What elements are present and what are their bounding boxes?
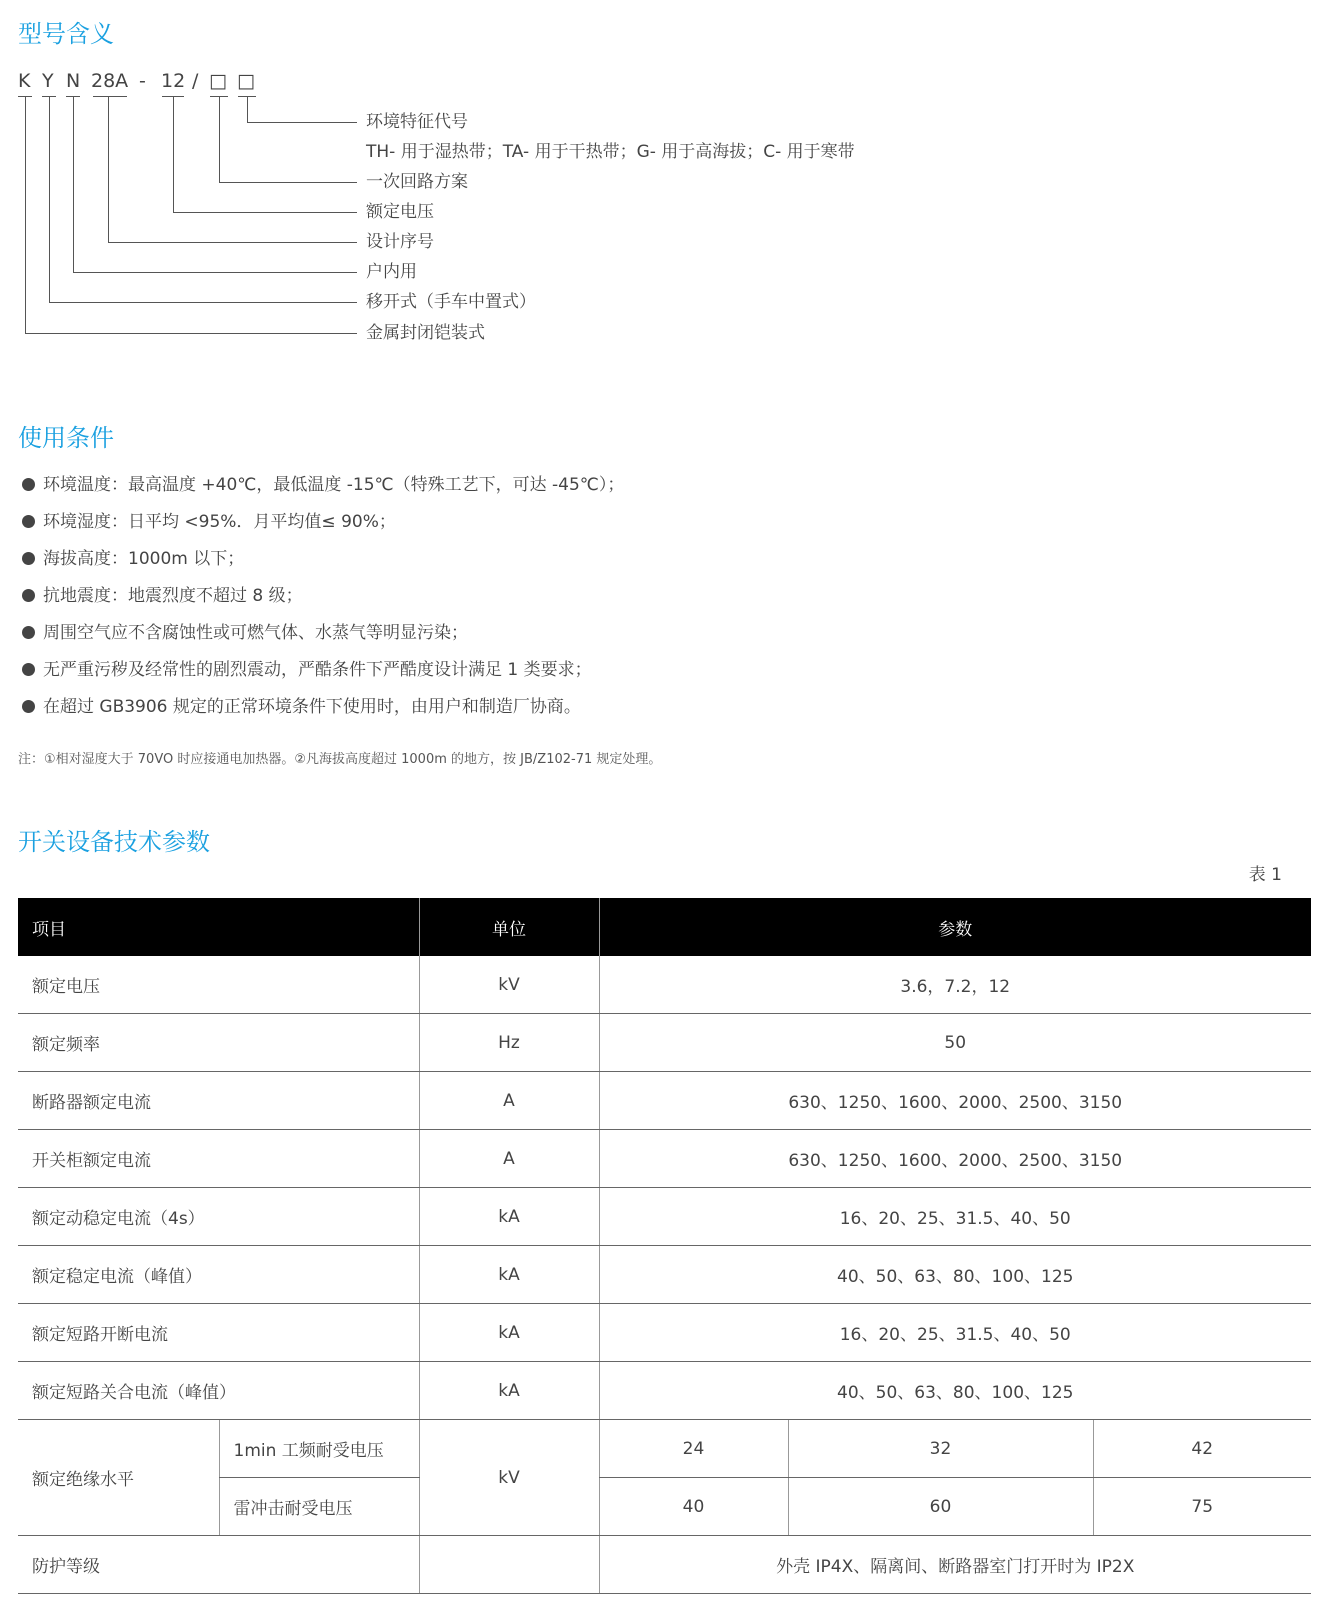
meaning-rated-voltage: 额定电压 — [366, 202, 434, 222]
table-row — [18, 1130, 1311, 1188]
row-unit: kA — [419, 1304, 599, 1362]
list-item: 环境温度：最高温度 +40℃，最低温度 -15℃（特殊工艺下，可达 -45℃）； — [22, 470, 624, 507]
row-label: 开关柜额定电流 — [18, 1130, 419, 1188]
insulation-sub-power-frequency: 1min 工频耐受电压 — [219, 1420, 419, 1478]
table-header-row — [18, 898, 1311, 956]
table-row — [18, 1188, 1311, 1246]
insulation-sub-lightning: 雷冲击耐受电压 — [219, 1478, 419, 1536]
row-label: 额定稳定电流（峰值） — [18, 1246, 419, 1304]
protection-value: 外壳 IP4X、隔离间、断路器室门打开时为 IP2X — [599, 1536, 1311, 1594]
row-unit: kA — [419, 1188, 599, 1246]
meaning-metal-clad: 金属封闭铠装式 — [366, 323, 485, 343]
row-value: 40、50、63、80、100、125 — [599, 1246, 1311, 1304]
insulation-value: 32 — [788, 1420, 1093, 1478]
code-n: N — [66, 70, 81, 92]
row-label: 额定频率 — [18, 1014, 419, 1072]
table-row — [18, 1304, 1311, 1362]
list-item: 环境湿度：日平均 <95%．月平均值≤ 90%； — [22, 507, 624, 544]
bullet-icon — [22, 589, 35, 602]
insulation-value: 40 — [599, 1478, 788, 1536]
insulation-value: 75 — [1093, 1478, 1311, 1536]
table-row — [18, 1246, 1311, 1304]
meaning-indoor: 户内用 — [366, 262, 417, 282]
row-unit: A — [419, 1130, 599, 1188]
table-row — [18, 1536, 1311, 1594]
row-value: 16、20、25、31.5、40、50 — [599, 1304, 1311, 1362]
table-row — [18, 956, 1311, 1014]
list-item: 抗地震度：地震烈度不超过 8 级； — [22, 581, 624, 618]
bullet-icon — [22, 478, 35, 491]
list-item: 在超过 GB3906 规定的正常环境条件下使用时，由用户和制造厂协商。 — [22, 692, 624, 729]
row-value: 40、50、63、80、100、125 — [599, 1362, 1311, 1420]
model-heading: 型号含义 — [18, 20, 114, 48]
table-number: 表 1 — [1248, 865, 1282, 885]
meaning-environment: 环境特征代号 — [366, 112, 468, 132]
row-label: 断路器额定电流 — [18, 1072, 419, 1130]
conditions-list — [22, 470, 624, 729]
code-box-1: □ — [209, 70, 227, 92]
meaning-primary-circuit: 一次回路方案 — [366, 172, 468, 192]
table-row — [18, 1362, 1311, 1420]
list-item: 周围空气应不含腐蚀性或可燃气体、水蒸气等明显污染； — [22, 618, 624, 655]
row-label: 额定短路关合电流（峰值） — [18, 1362, 419, 1420]
conditions-heading: 使用条件 — [18, 424, 114, 452]
code-12: 12 — [161, 70, 186, 92]
code-slash: / — [192, 70, 199, 92]
row-unit: A — [419, 1072, 599, 1130]
table-row — [18, 1420, 1311, 1478]
conditions-note: 注：①相对湿度大于 70VO 时应接通电加热器。②凡海拔高度超过 1000m 的地方，按 JB/Z102-71 规定处理。 — [18, 752, 662, 767]
row-unit: kA — [419, 1362, 599, 1420]
row-label: 额定短路开断电流 — [18, 1304, 419, 1362]
meaning-environment-detail: TH- 用于湿热带；TA- 用于干热带；G- 用于高海拔；C- 用于寒带 — [366, 142, 855, 162]
meaning-withdrawable: 移开式（手车中置式） — [366, 292, 536, 312]
insulation-value: 24 — [599, 1420, 788, 1478]
code-dash: - — [139, 70, 146, 92]
header-params: 参数 — [599, 898, 1311, 956]
insulation-value: 60 — [788, 1478, 1093, 1536]
protection-unit — [419, 1536, 599, 1594]
code-y: Y — [42, 70, 54, 92]
code-box-2: □ — [237, 70, 255, 92]
bullet-icon — [22, 515, 35, 528]
row-unit: kV — [419, 956, 599, 1014]
bullet-icon — [22, 700, 35, 713]
bullet-icon — [22, 552, 35, 565]
list-item: 无严重污秽及经常性的剧烈震动，严酷条件下严酷度设计满足 1 类要求； — [22, 655, 624, 692]
table-row — [18, 1014, 1311, 1072]
row-value: 16、20、25、31.5、40、50 — [599, 1188, 1311, 1246]
insulation-value: 42 — [1093, 1420, 1311, 1478]
header-unit: 单位 — [419, 898, 599, 956]
spec-heading: 开关设备技术参数 — [18, 828, 210, 856]
bullet-icon — [22, 663, 35, 676]
code-k: K — [18, 70, 31, 92]
protection-label: 防护等级 — [18, 1536, 419, 1594]
meaning-design-serial: 设计序号 — [366, 232, 434, 252]
insulation-unit: kV — [419, 1420, 599, 1536]
header-item: 项目 — [18, 898, 419, 956]
row-unit: kA — [419, 1246, 599, 1304]
row-value: 630、1250、1600、2000、2500、3150 — [599, 1072, 1311, 1130]
insulation-label: 额定绝缘水平 — [18, 1420, 219, 1536]
list-item: 海拔高度：1000m 以下； — [22, 544, 624, 581]
table-row — [18, 1072, 1311, 1130]
row-value: 630、1250、1600、2000、2500、3150 — [599, 1130, 1311, 1188]
row-label: 额定电压 — [18, 956, 419, 1014]
spec-table — [18, 898, 1311, 1594]
code-28a: 28A — [91, 70, 129, 92]
row-label: 额定动稳定电流（4s） — [18, 1188, 419, 1246]
row-value: 50 — [599, 1014, 1311, 1072]
row-value: 3.6，7.2，12 — [599, 956, 1311, 1014]
bullet-icon — [22, 626, 35, 639]
row-unit: Hz — [419, 1014, 599, 1072]
